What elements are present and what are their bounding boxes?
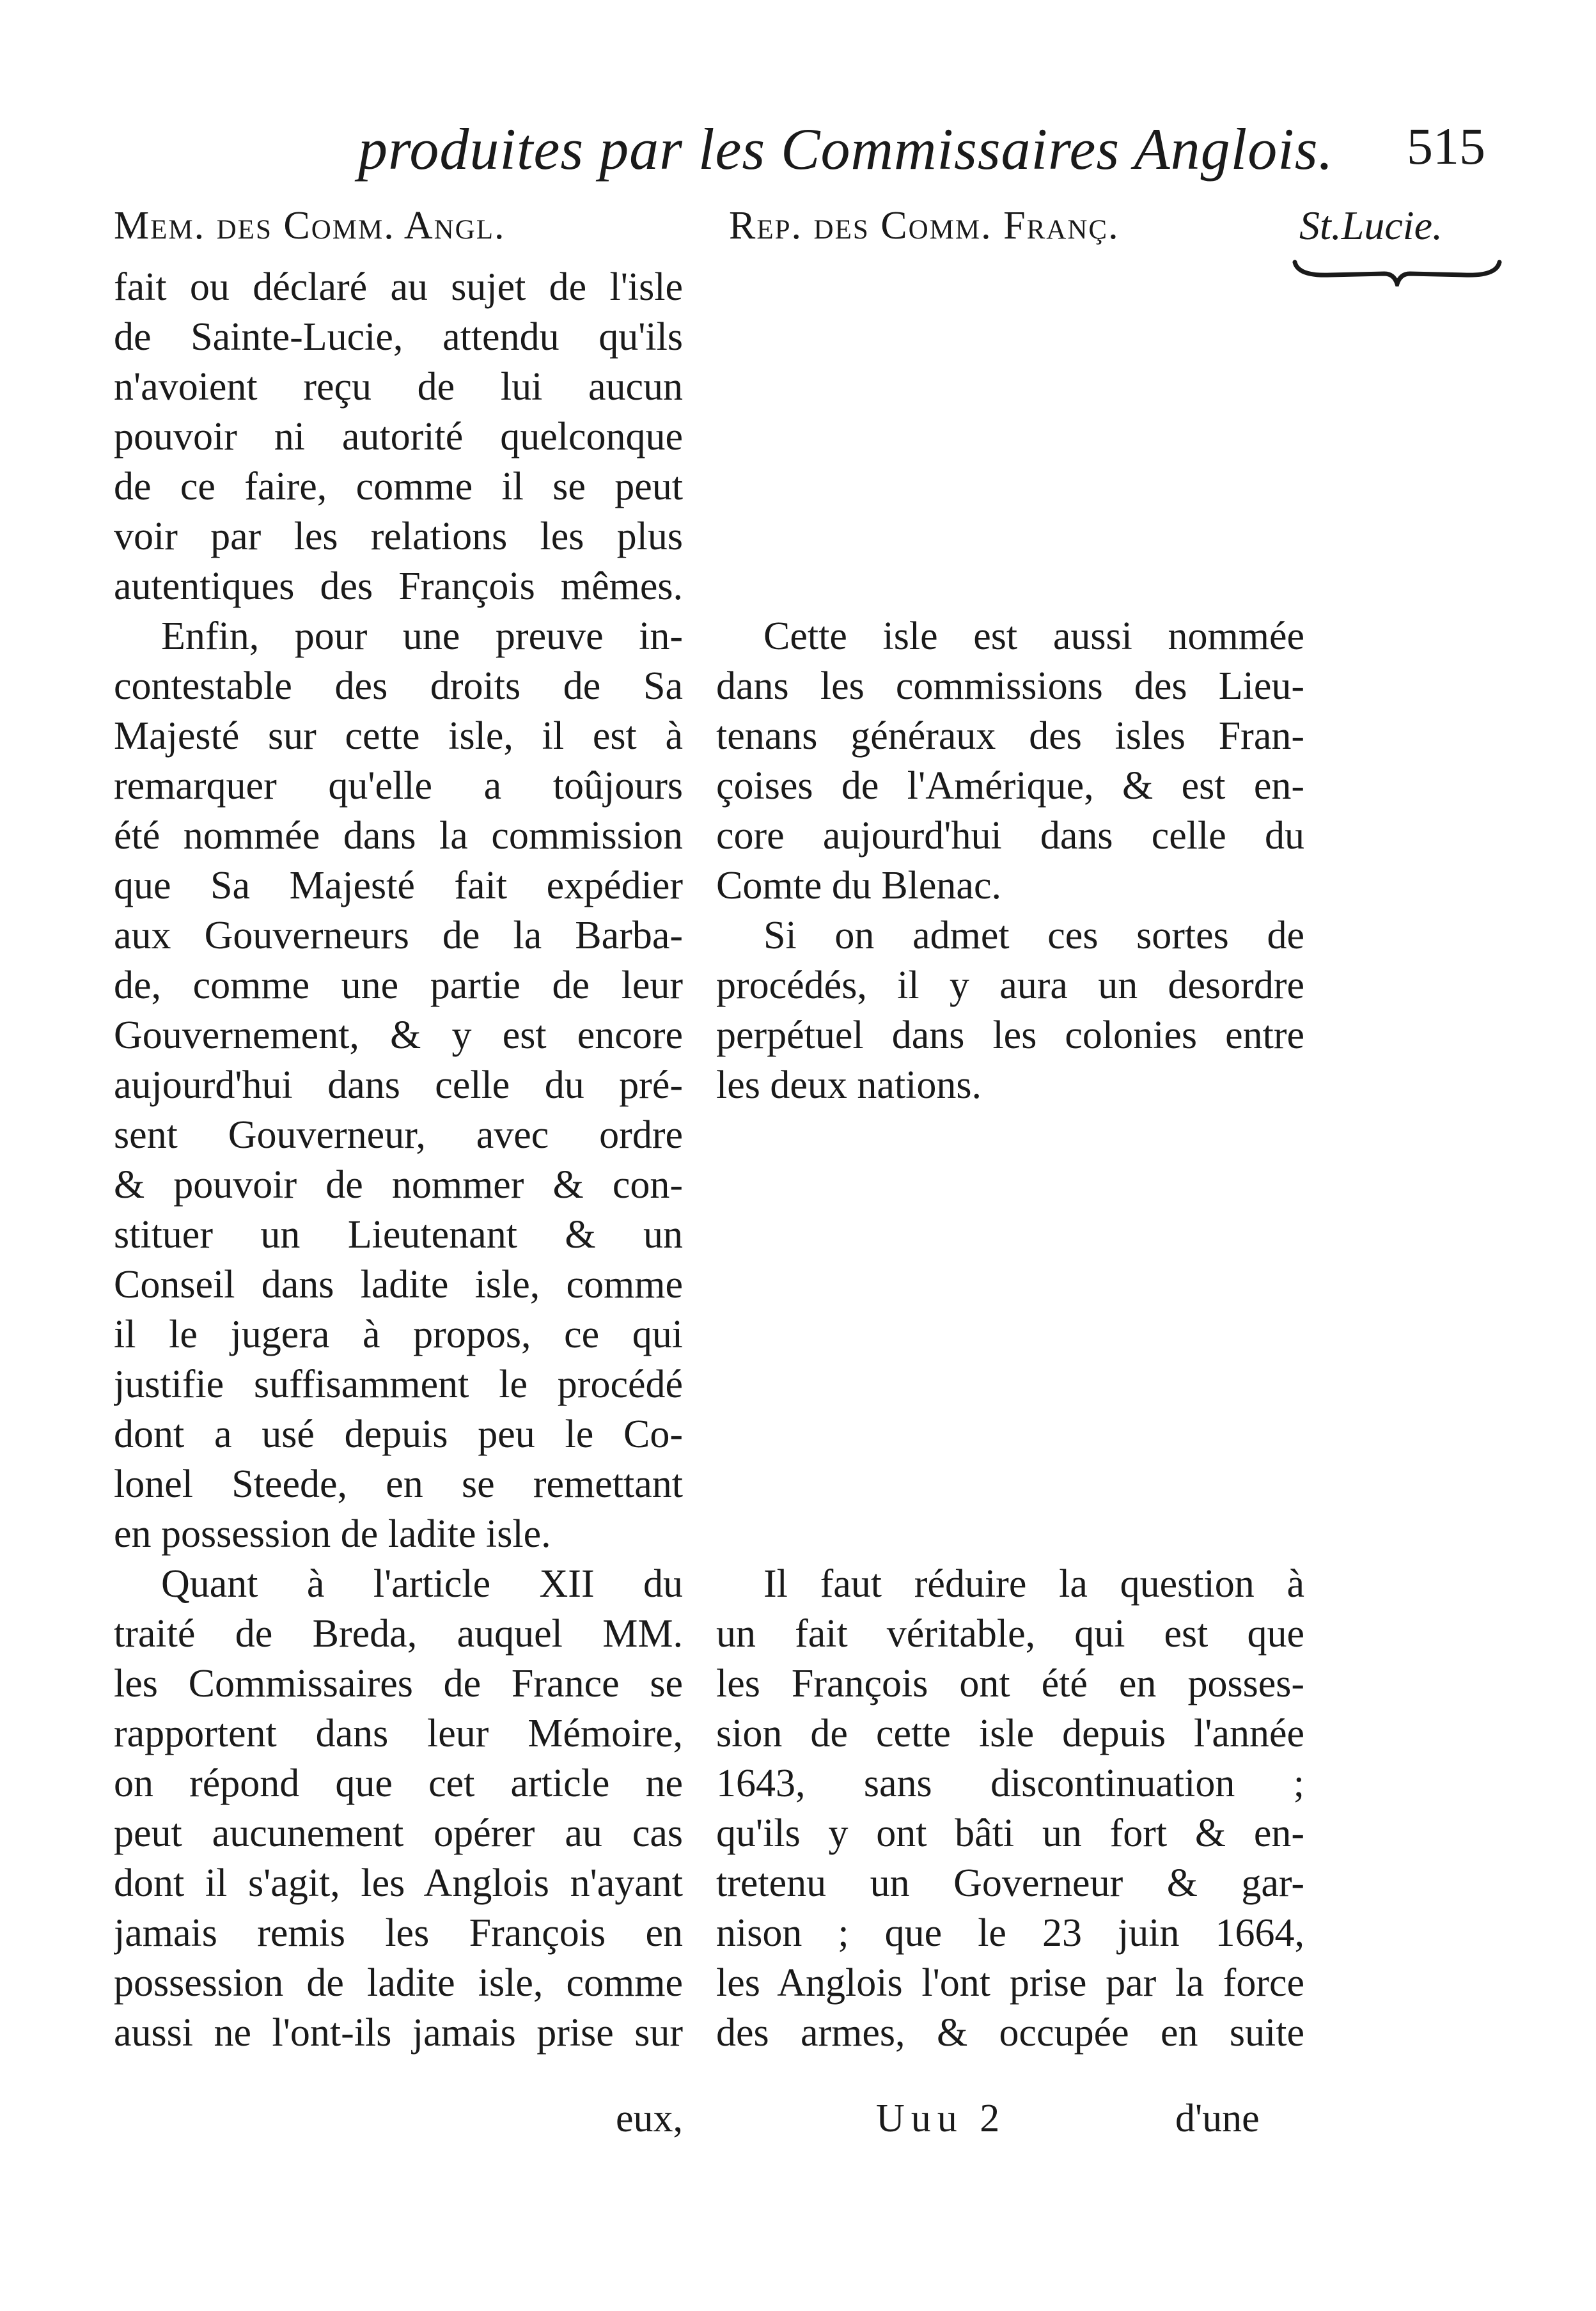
text-line: on répond que cet article ne	[114, 1762, 683, 1805]
text-line: tretenu un Governeur & gar-	[716, 1861, 1304, 1905]
text-line: Majesté sur cette isle, il est à	[114, 714, 683, 758]
text-line: dans les commissions des Lieu-	[716, 664, 1304, 708]
text-line: core aujourd'hui dans celle du	[716, 814, 1304, 858]
text-line: Si on admet ces sortes de	[763, 914, 1304, 957]
text-line: procédés, il y aura un desordre	[716, 964, 1304, 1007]
text-line: de ce faire, comme il se peut	[114, 465, 683, 508]
left-catchword: eux,	[615, 2097, 683, 2140]
text-line: traité de Breda, auquel MM.	[114, 1612, 683, 1656]
text-line: rapportent dans leur Mémoire,	[114, 1712, 683, 1755]
text-line: Conseil dans ladite isle, comme	[114, 1263, 683, 1306]
text-line: stituer un Lieutenant & un	[114, 1213, 683, 1257]
text-line: les Anglois l'ont prise par la force	[716, 1961, 1304, 2005]
text-line: peut aucunement opérer au cas	[114, 1812, 683, 1855]
text-line: Cette isle est aussi nommée	[763, 615, 1304, 658]
text-line: des armes, & occupée en suite	[716, 2011, 1304, 2055]
text-line: dont a usé depuis peu le Co-	[114, 1413, 683, 1456]
right-column-text-b	[716, 1559, 1304, 2058]
running-head: produites par les Commissaires Anglois.	[358, 116, 1334, 182]
text-line: Il faut réduire la question à	[763, 1562, 1304, 1606]
right-catchword: d'une	[1175, 2097, 1260, 2140]
text-line: aux Gouverneurs de la Barba-	[114, 914, 683, 957]
left-column-header: Mem. des Comm. Angl.	[114, 204, 506, 247]
text-line: les Commissaires de France se	[114, 1662, 683, 1705]
left-column-text	[114, 262, 683, 2058]
text-line: n'avoient reçu de lui aucun	[114, 365, 683, 409]
text-line: tenans généraux des isles Fran-	[716, 714, 1304, 758]
text-line: aussi ne l'ont-ils jamais prise sur	[114, 2011, 683, 2055]
margin-note: St.Lucie.	[1299, 203, 1443, 248]
text-line: jamais remis les François en	[114, 1911, 683, 1955]
text-line: nison ; que le 23 juin 1664,	[716, 1911, 1304, 1955]
right-column-text-a	[716, 611, 1304, 1110]
text-line: contestable des droits de Sa	[114, 664, 683, 708]
text-line: les François ont été en posses-	[716, 1662, 1304, 1705]
text-line: çoises de l'Amérique, & est en-	[716, 764, 1304, 808]
text-line: voir par les relations les plus	[114, 515, 683, 558]
text-line: dont il s'agit, les Anglois n'ayant	[114, 1861, 683, 1905]
text-line: aujourd'hui dans celle du pré-	[114, 1063, 683, 1107]
text-line: lonel Steede, en se remettant	[114, 1462, 683, 1506]
text-line: pouvoir ni autorité quelconque	[114, 415, 683, 458]
text-line: autentiques des François mêmes.	[114, 565, 683, 608]
text-line: Quant à l'article XII du	[161, 1562, 683, 1606]
text-line: été nommée dans la commission	[114, 814, 683, 858]
text-line: de Sainte-Lucie, attendu qu'ils	[114, 315, 683, 359]
text-line: fait ou déclaré au sujet de l'isle	[114, 265, 683, 309]
text-line: 1643, sans discontinuation ;	[716, 1762, 1304, 1805]
text-line: Comte du Blenac.	[716, 864, 1001, 907]
signature-mark: Uuu 2	[876, 2097, 1006, 2140]
text-line: sent Gouverneur, avec ordre	[114, 1113, 683, 1157]
text-line: & pouvoir de nommer & con-	[114, 1163, 683, 1207]
text-line: les deux nations.	[716, 1063, 982, 1107]
text-line: de, comme une partie de leur	[114, 964, 683, 1007]
text-line: en possession de ladite isle.	[114, 1512, 551, 1556]
text-line: possession de ladite isle, comme	[114, 1961, 683, 2005]
text-line: Gouvernement, & y est encore	[114, 1014, 683, 1057]
margin-brace-icon	[1292, 256, 1503, 286]
text-line: remarquer qu'elle a toûjours	[114, 764, 683, 808]
text-line: il le jugera à propos, ce qui	[114, 1313, 683, 1356]
text-line: perpétuel dans les colonies entre	[716, 1014, 1304, 1057]
text-line: qu'ils y ont bâti un fort & en-	[716, 1812, 1304, 1855]
text-line: sion de cette isle depuis l'année	[716, 1712, 1304, 1755]
text-line: que Sa Majesté fait expédier	[114, 864, 683, 907]
text-line: un fait véritable, qui est que	[716, 1612, 1304, 1656]
right-column-header: Rep. des Comm. Franç.	[729, 204, 1120, 247]
text-line: justifie suffisamment le procédé	[114, 1363, 683, 1406]
page-number: 515	[1407, 117, 1485, 175]
text-line: Enfin, pour une preuve in-	[161, 615, 683, 658]
